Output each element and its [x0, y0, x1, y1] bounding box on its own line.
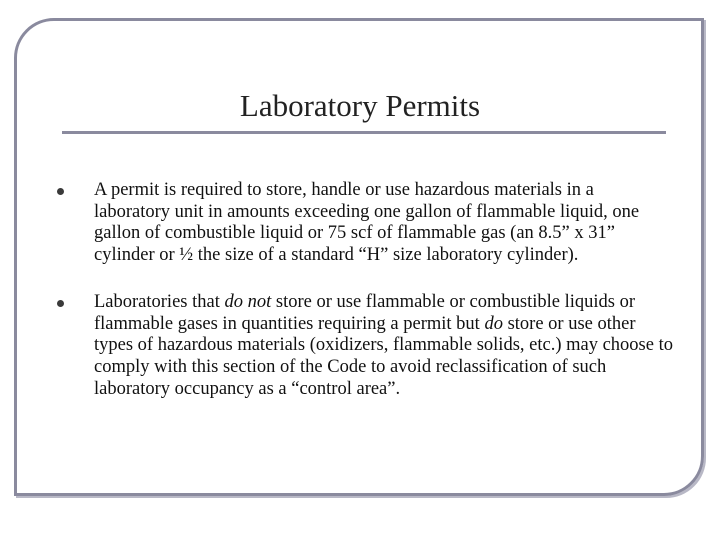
bullet-item-permit-required	[54, 180, 674, 267]
bullet-text-part: Laboratories that	[94, 291, 225, 312]
emphasis-do: do	[484, 313, 503, 334]
bullet-text-part: store or use flammable or combustible liquids or flammable gases in quantities requiring a permit but	[94, 291, 636, 334]
bullet-dot-icon	[57, 300, 64, 307]
bullet-item-laboratories	[54, 292, 674, 401]
emphasis-do-not: do not	[224, 291, 272, 312]
bullet-dot-icon	[57, 188, 64, 195]
bullet-text-part: store or use other types of hazardous materials (oxidizers, flammable solids, etc.) may choose to comply with this section of the Code to avoid reclassification of such laboratory occupancy as a “control area”.	[94, 313, 673, 399]
bullet-list	[54, 180, 674, 425]
title-divider	[62, 131, 666, 134]
bullet-text: A permit is required to store, handle or use hazardous materials in a laboratory unit in amounts exceeding one gallon of flammable liquid, one gallon of combustible liquid or 75 scf of flammable gas (an 8.5” x 31” cylinder or ½ the size of a standard “H” size laboratory cylinder).	[94, 180, 640, 266]
slide-title: Laboratory Permits	[239, 88, 481, 123]
